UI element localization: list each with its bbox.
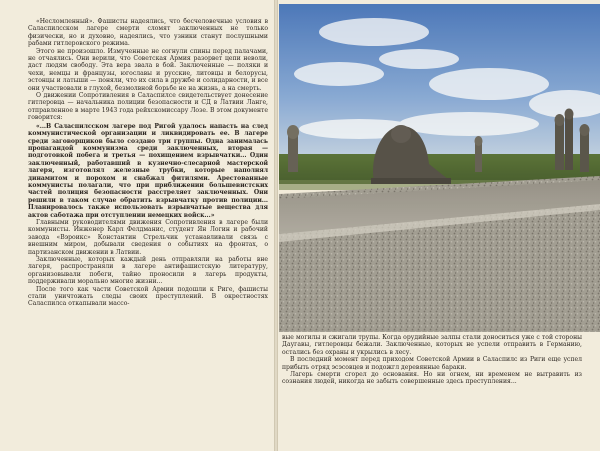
paragraph: вые могилы и сжигали трупы. Когда орудийные залпы стали доноситься уже с той стороны Даугавы, гитлеровцы бежали. Заключенные, которых не успели отправить в Германию, остались без охраны и укрылись в лесу. bbox=[282, 334, 582, 356]
paragraph: О движении Сопротивления в Саласпилсе свидетельствует донесение гитлеровца — начальника полиции безопасности и СД в Латвии Ланге, отправленное в марте 1943 года рейхскомиссару Лозе. В этом документе говорится: bbox=[28, 92, 268, 122]
page-fold bbox=[274, 0, 278, 451]
left-page-text bbox=[28, 18, 268, 308]
memorial-photo bbox=[279, 4, 600, 332]
quoted-report: «...В Саласпилсском лагере под Ригой удалось напасть на след коммунистической организации и ликвидировать ее. В лагере среди заговорщиков было создано три группы. Одна занималась пропагандой коммунизма среди заключенных, вторая — подготовкой побега и третья — похищением взрывчатки... Один заключенный, работавший в кузнечно-слесарной мастерской лагеря, изготовлял железные трубки, которые наполнял динамитом и порохом и снабжал фитилями. Арестованные коммунисты полагали, что при приближении большевистских частей полиция безопасности расстреляет заключенных. Они решили в таком случае обратить взрывчатку против полиции... Планировалось также использовать взрывчатые вещества для актов саботажа при отступлении немецких войск...» bbox=[28, 122, 268, 219]
paragraph: После того как части Советской Армии подошли к Риге, фашисты стали уничтожать следы своих преступлений. В окрестностях Саласпилса откапывали массо- bbox=[28, 285, 268, 308]
paragraph: Этого не произошло. Измученные не согнули спины перед палачами, не отчаялись. Они верили, что Советская Армия разорвет цепи неволи, даст людям свободу. Эта вера звала в бой. Заключенные — поляки и чехи, немцы и французы, югославы и русские, литовцы и белорусы, эстонцы и латыши — поняли, что их сила в дружбе и солидарности, и все они участвовали в глухой, безмолвной борьбе не на жизнь, а на смерть. bbox=[28, 47, 268, 92]
paragraph: Главными руководителями движения Сопротивления в лагере были коммунисты. Инженер Карл Фелдманис, студент Ян Логин и рабочий завода «Вэроикс» Константин Стрельчик устанавливали связь с внешним миром, добывали сведения о событиях на фронтах, о партизанском движении в Латвии. bbox=[28, 218, 268, 256]
paragraph: Лагерь смерти сгорел до основания. Но ни огнем, ни временем не вытравить из сознания людей, никогда не забыть совершенные здесь преступления... bbox=[282, 371, 582, 386]
right-page-text bbox=[282, 334, 582, 386]
paragraph: В последний момент перед приходом Советской Армии в Саласпилс из Риги еще успел прибыть отряд эсэсовцев и подожгл деревянные бараки. bbox=[282, 356, 582, 371]
paragraph: Заключенные, которых каждый день отправляли на работы вне лагеря, распространяли в лагере антифашистскую литературу, организовывали побеги, тайно проносили в лагерь продукты, поддерживали морально многие жизни... bbox=[28, 256, 268, 286]
paragraph: «Несломленный». Фашисты надеялись, что бесчеловечные условия в Саласпилсском лагере смерти сломят заключенных не только физически, но и духовно, надеялись, что узники станут послушными рабами гитлеровского режима. bbox=[28, 18, 268, 48]
